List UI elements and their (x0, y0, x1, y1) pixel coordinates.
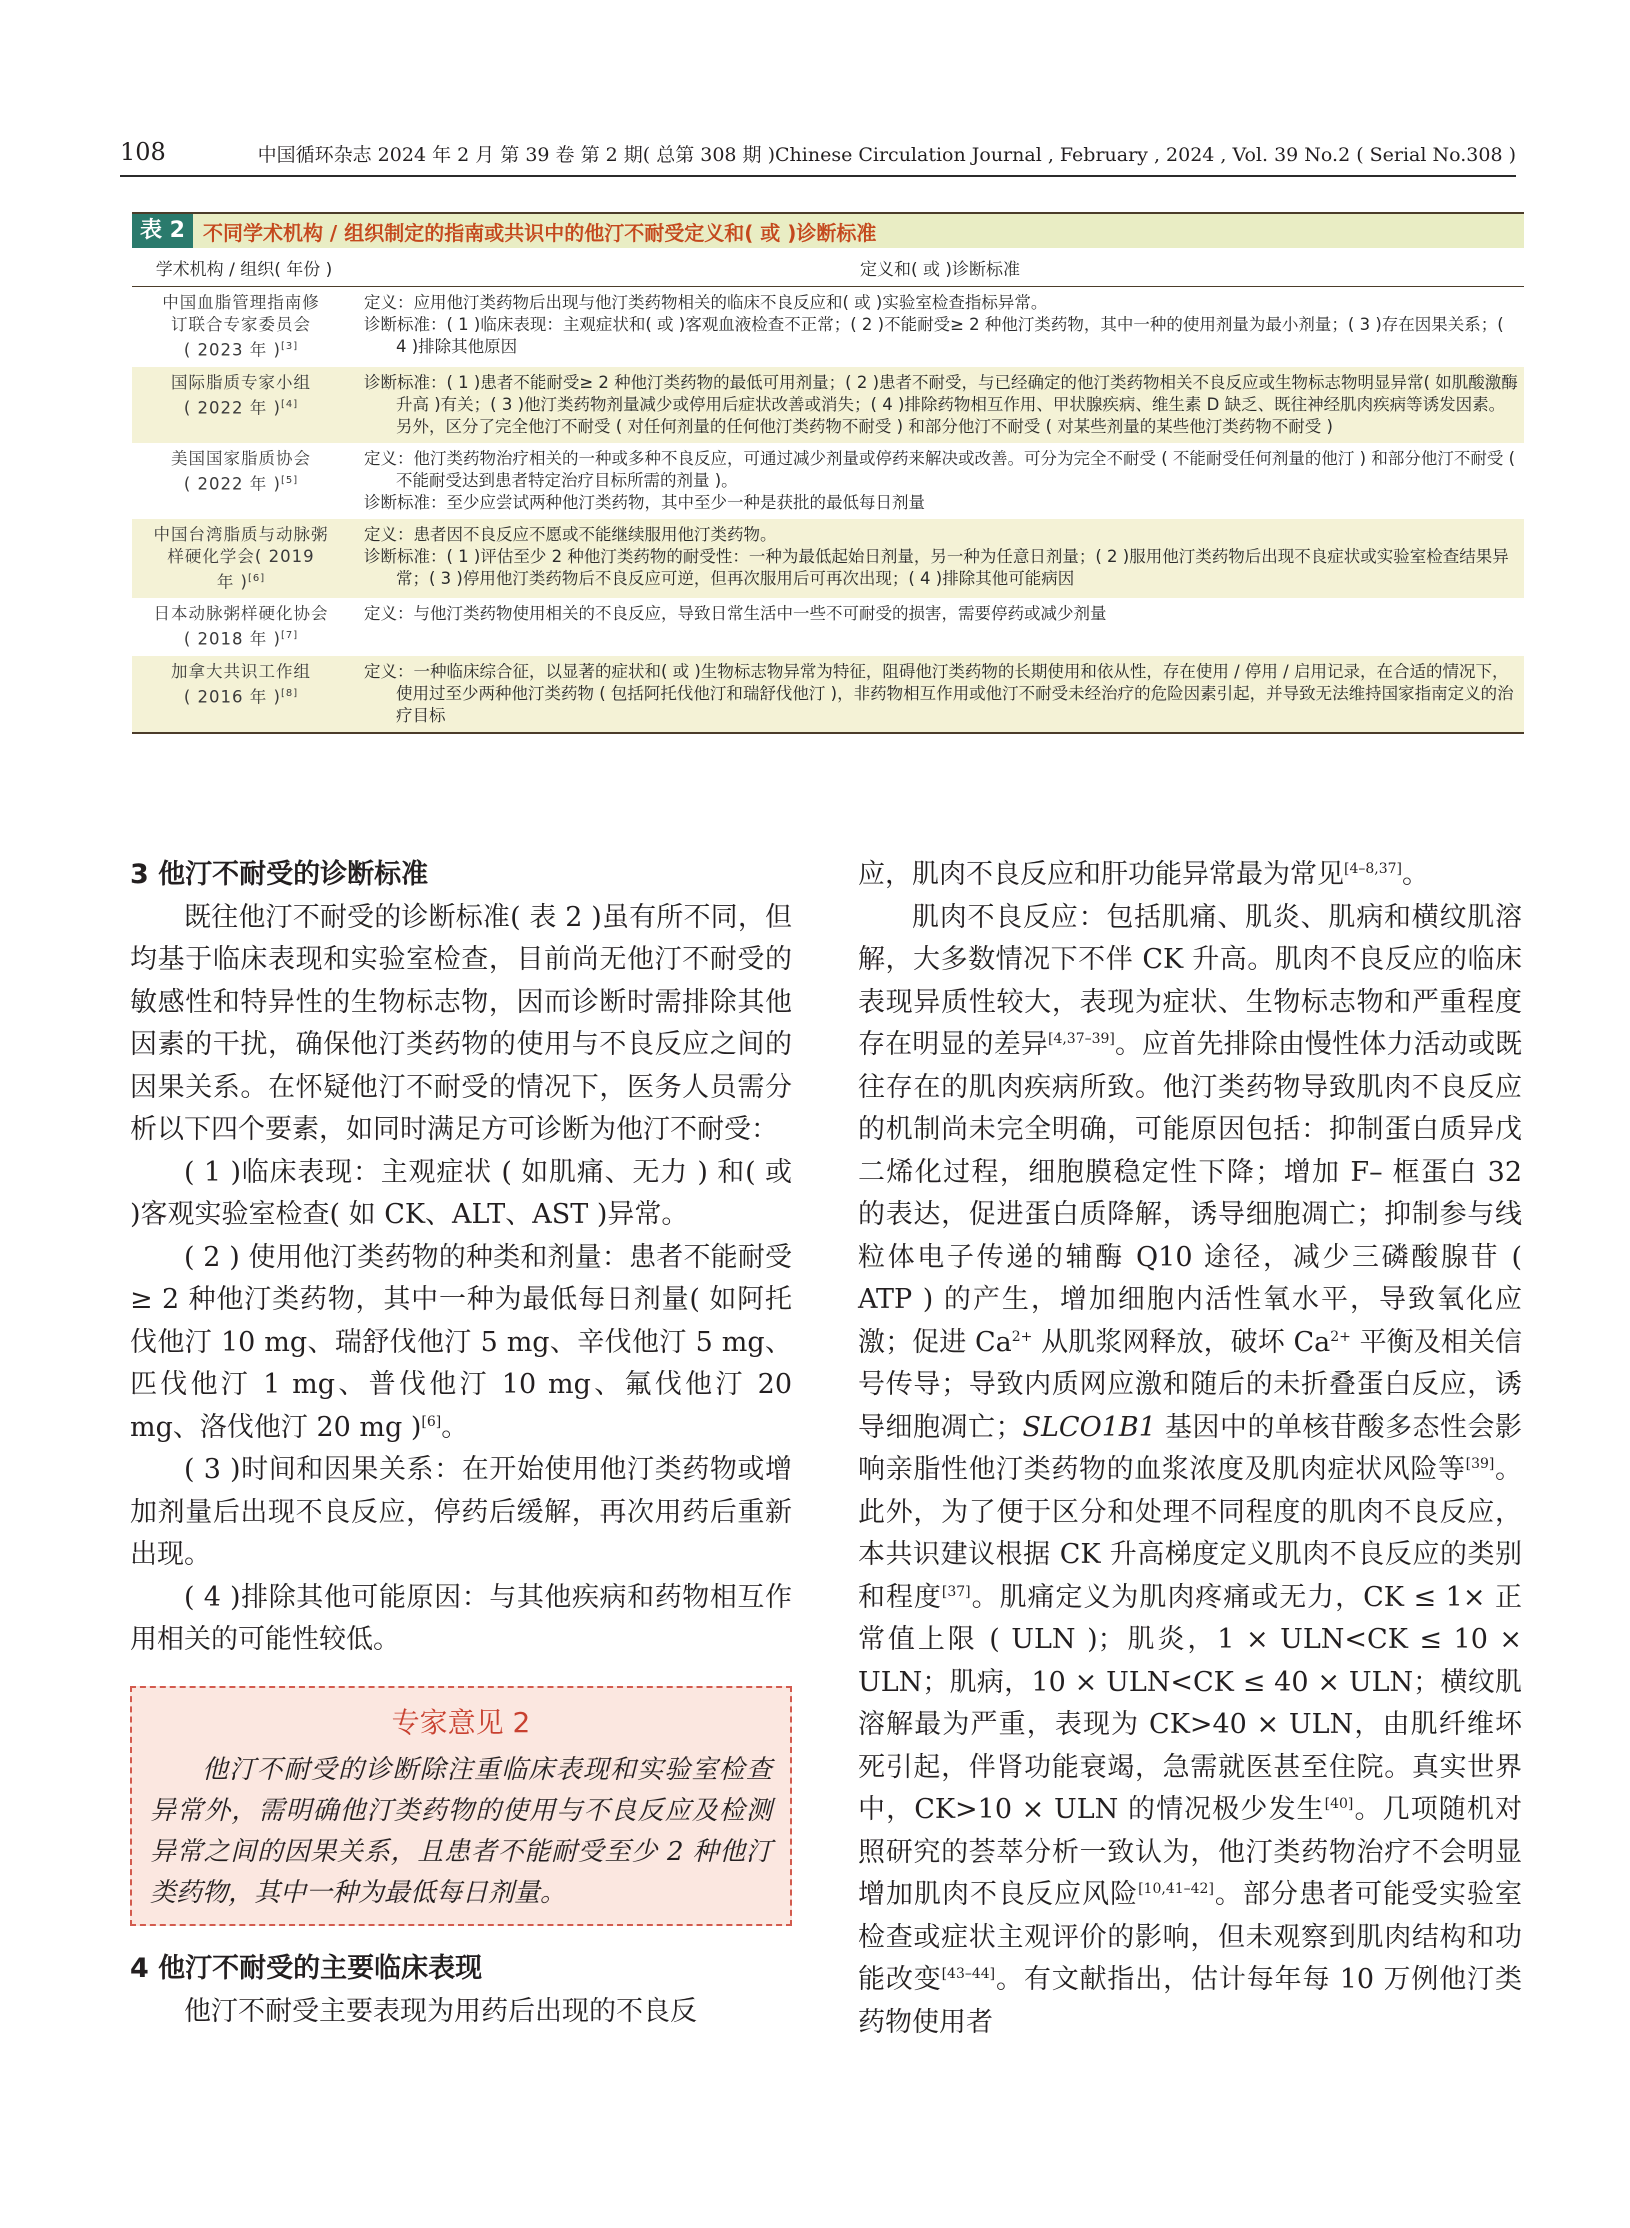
r-p2-b: 。应首先排除由慢性体力活动或既往存在的肌肉疾病所致。他汀类药物导致肌肉不良反应的机制尚未完全明确，可能原因包括：抑制蛋白质异戊二烯化过程，细胞膜稳定性下降；增加 F– 框蛋白 32 的表达，促进蛋白质降解，诱导细胞凋亡；抑制参与线粒体电子传递的辅酶 Q10 途径，减少三磷酸腺苷 ( ATP ) 的产生，增加细胞内活性氧水平，导致氧化应激；促进 Ca (858, 1029, 1523, 1358)
r-paragraph-1 (858, 854, 1522, 897)
table-row (132, 287, 1524, 367)
r-paragraph-2 (858, 897, 1522, 2045)
citation: [40] (1324, 1796, 1354, 1812)
r-p2-h: 。几项随机对照研究的荟萃分析一致认为，他汀类药物治疗不会明显增加肌肉不良反应风险 (858, 1794, 1522, 1910)
table-bottom-rule (132, 732, 1524, 734)
citation: [7] (280, 630, 299, 641)
definition-cell (356, 287, 1524, 367)
gene-name: SLCO1B1 (1022, 1411, 1156, 1443)
citation: [39] (1465, 1456, 1495, 1472)
definition-text: 定义：一种临床综合征，以显著的症状和( 或 )生物标志物异常为特征，阻碍他汀类药物的长期使用和依从性，存在使用 / 停用 / 启用记录，在合适的情况下，使用过至少两种他汀类药物 ( 包括阿托伐他汀和瑞舒伐他汀 )，非药物相互作用或他汀不耐受未经治疗的危险因素引起，并导致无法维持国家指南定义的治疗目标 (364, 661, 1514, 725)
definition-text: 定义：与他汀类药物使用相关的不良反应，导致日常生活中一些不可耐受的损害，需要停药或减少剂量 (364, 604, 1107, 623)
org-line: ( 2018 年 ) (183, 629, 281, 649)
r-p2-c: 从肌浆网释放，破坏 Ca (1032, 1326, 1331, 1358)
r-p2-j: 。有文献指出，估计每年每 10 万例他汀类药物使用者 (858, 1964, 1522, 2038)
definition-text: 诊断标准：( 1 )临床表现：主观症状和( 或 )客观血液检查不正常；( 2 )不能耐受≥ 2 种他汀类药物，其中一种的使用剂量为最小剂量；( 3 )存在因果关系；( 4 )排除其他原因 (364, 315, 1504, 356)
s3-paragraph-3 (130, 1237, 792, 1450)
section-4-heading: 4 他汀不耐受的主要临床表现 (130, 1953, 483, 1984)
definition-cell (356, 443, 1524, 519)
s3-p3-end: 。 (441, 1411, 469, 1443)
table-row (132, 656, 1524, 732)
org-line: ( 2022 年 ) (183, 398, 281, 417)
org-line: ( 2023 年 ) (183, 340, 281, 360)
r-p2-g: 。肌痛定义为肌肉疼痛或无力，CK ≤ 1× 正常值上限 ( ULN )；肌炎，1 × ULN<CK ≤ 10 × ULN；肌病，10 × ULN<CK ≤ 40 × ULN；横纹肌溶解最为严重，表现为 CK>40 × ULN，由肌纤维坏死引起，伴肾功能衰竭，急需就医甚至住院。真实世界中，CK>10 × ULN 的情况极少发生 (858, 1581, 1522, 1825)
table-row (132, 598, 1524, 656)
org-cell (132, 367, 356, 443)
org-line: 订联合专家委员会 (171, 315, 311, 334)
definition-text: 诊断标准：( 1 )患者不能耐受≥ 2 种他汀类药物的最低可用剂量；( 2 )患者不耐受，与已经确定的他汀类药物相关不良反应或生物标志物明显异常( 如肌酸激酶升高 )有关；( 3 )他汀类药物剂量减少或停用后症状改善或消失；( 4 )排除药物相互作用、甲状腺疾病、维生素 D 缺乏、既往神经肌肉疾病等诱发因素。另外，区分了完全他汀不耐受 ( 对任何剂量的任何他汀类药物不耐受 ) 和部分他汀不耐受 ( 对某些剂量的某些他汀类药物不耐受 ) (364, 372, 1518, 436)
org-line: 加拿大共识工作组 (171, 661, 311, 681)
table-body (132, 287, 1524, 732)
definition-cell (356, 367, 1524, 443)
superscript-charge: 2+ (1330, 1328, 1351, 1345)
definition-text: 定义：应用他汀类药物后出现与他汀类药物相关的临床不良反应和( 或 )实验室检查指标异常。 (364, 293, 1048, 312)
org-line: 美国国家脂质协会 (171, 448, 311, 468)
org-line: 年 ) (216, 572, 248, 591)
table-row (132, 367, 1524, 443)
r-p2-a: 肌肉不良反应：包括肌痛、肌炎、肌病和横纹肌溶解，大多数情况下不伴 CK 升高。肌肉不良反应的临床表现异质性较大，表现为症状、生物标志物和严重程度存在明显的差异 (858, 901, 1522, 1060)
citation: [8] (280, 687, 299, 699)
r-p2-e: 基因中的单核苷酸多态性会影响亲脂性他汀类药物的血浆浓度及肌肉症状风险等 (858, 1411, 1522, 1485)
page-header (120, 134, 1516, 174)
definition-text: 诊断标准：( 1 )评估至少 2 种他汀类药物的耐受性：一种为最低起始日剂量，另一种为任意日剂量；( 2 )服用他汀类药物后出现不良症状或实验室检查结果异常；( 3 )停用他汀类药物后不良反应可逆，但再次服用后可再次出现；( 4 )排除其他可能病因 (364, 546, 1509, 588)
r-p1-end: 。 (1402, 859, 1430, 890)
expert-opinion-title: 专家意见 2 (391, 1705, 531, 1739)
col-header-org: 学术机构 / 组织( 年份 ) (132, 248, 356, 287)
citation: [6] (421, 1413, 442, 1430)
page-number: 108 (120, 138, 166, 166)
citation: [43–44] (941, 1966, 996, 1982)
table-header-row (132, 248, 1524, 287)
citation: [4,37–39] (1047, 1031, 1115, 1047)
org-line: ( 2016 年 ) (183, 687, 281, 706)
definition-text: 诊断标准：至少应尝试两种他汀类药物，其中至少一种是获批的最低每日剂量 (364, 492, 925, 512)
org-line: 中国血脂管理指南修 (162, 293, 320, 312)
table-caption: 不同学术机构 / 组织制定的指南或共识中的他汀不耐受定义和( 或 )诊断标准 (202, 220, 877, 245)
table-label: 表 2 (132, 214, 193, 248)
table-grid (132, 248, 1524, 732)
org-cell (132, 656, 356, 732)
org-cell (132, 598, 356, 656)
s3-paragraph-5: ( 4 )排除其他可能原因：与其他疾病和药物相互作用相关的可能性较低。 (130, 1581, 792, 1655)
criteria-table (132, 212, 1524, 734)
definition-text: 定义：患者因不良反应不愿或不能继续服用他汀类药物。 (364, 524, 777, 544)
org-cell (132, 287, 356, 367)
r-p2-d: 平衡及相关信号传导；导致内质网应激和随后的未折叠蛋白反应，诱导细胞凋亡； (858, 1326, 1522, 1443)
org-line: 中国台湾脂质与动脉粥 (153, 524, 329, 544)
table-row (132, 519, 1524, 599)
right-column (858, 854, 1522, 2044)
definition-cell (356, 519, 1524, 599)
org-line: ( 2022 年 ) (183, 474, 281, 493)
s3-paragraph-2: ( 1 )临床表现：主观症状 ( 如肌痛、无力 ) 和( 或 )客观实验室检查( 如 CK、ALT、AST )异常。 (130, 1156, 792, 1230)
s3-paragraph-4: ( 3 )时间和因果关系：在开始使用他汀类药物或增加剂量后出现不良反应，停药后缓解，再次用药后重新出现。 (130, 1454, 792, 1570)
org-cell (132, 443, 356, 519)
citation: [5] (280, 474, 299, 486)
header-rule (120, 175, 1516, 177)
expert-opinion-text: 他汀不耐受的诊断除注重临床表现和实验室检查异常外，需明确他汀类药物的使用与不良反应及检测异常之间的因果关系，且患者不能耐受至少 2 种他汀类药物，其中一种为最低每日剂量。 (150, 1755, 772, 1908)
citation: [37] (941, 1583, 971, 1600)
col-header-def: 定义和( 或 )诊断标准 (356, 248, 1524, 287)
section-3-heading: 3 他汀不耐受的诊断标准 (130, 859, 429, 890)
table-title-bar (132, 212, 1524, 248)
citation: [4–8,37] (1344, 861, 1403, 877)
expert-opinion-box (130, 1686, 792, 1927)
citation: [3] (280, 341, 299, 352)
org-line: 样硬化学会( 2019 (167, 546, 315, 566)
s3-paragraph-1: 既往他汀不耐受的诊断标准( 表 2 )虽有所不同，但均基于临床表现和实验室检查，目前尚无他汀不耐受的敏感性和特异性的生物标志物，因而诊断时需排除其他因素的干扰，确保他汀类药物的使用与不良反应之间的因果关系。在怀疑他汀不耐受的情况下，医务人员需分析以下四个要素，如同时满足方可诊断为他汀不耐受： (130, 901, 792, 1145)
org-cell (132, 519, 356, 599)
definition-cell (356, 598, 1524, 656)
table-row (132, 443, 1524, 519)
r-p1-text: 应，肌肉不良反应和肝功能异常最为常见 (858, 859, 1344, 890)
r-p2-f: 。此外，为了便于区分和处理不同程度的肌肉不良反应，本共识建议根据 CK 升高梯度定义肌肉不良反应的类别和程度 (858, 1454, 1523, 1613)
s3-p3-text: ( 2 ) 使用他汀类药物的种类和剂量：患者不能耐受≥ 2 种他汀类药物，其中一种为最低每日剂量( 如阿托伐他汀 10 mg、瑞舒伐他汀 5 mg、辛伐他汀 5 mg、匹伐他汀 1 mg、普伐他汀 10 mg、氟伐他汀 20 mg、洛伐他汀 20 mg ) (130, 1241, 792, 1443)
left-column (130, 854, 792, 2033)
definition-text: 定义：他汀类药物治疗相关的一种或多种不良反应，可通过减少剂量或停药来解决或改善。可分为完全不耐受 ( 不能耐受任何剂量的他汀 ) 和部分他汀不耐受 ( 不能耐受达到患者特定治疗目标所需的剂量 )。 (364, 448, 1516, 490)
citation: [10,41–42] (1138, 1881, 1214, 1897)
citation: [4] (280, 398, 299, 410)
org-line: 国际脂质专家小组 (171, 372, 311, 392)
definition-cell (356, 656, 1524, 732)
org-line: 日本动脉粥样硬化协会 (153, 604, 329, 623)
s4-paragraph-1: 他汀不耐受主要表现为用药后出现的不良反 (184, 1995, 697, 2027)
superscript-charge: 2+ (1011, 1328, 1033, 1345)
journal-citation: 中国循环杂志 2024 年 2 月 第 39 卷 第 2 期( 总第 308 期 )Chinese Circulation Journal , February , 2024 , Vol. 39 No.2 ( Serial No.308 ) (257, 144, 1516, 166)
citation: [6] (248, 572, 266, 584)
r-p2-i: 。部分患者可能受实验室检查或症状主观评价的影响，但未观察到肌肉结构和功能改变 (858, 1879, 1523, 1995)
